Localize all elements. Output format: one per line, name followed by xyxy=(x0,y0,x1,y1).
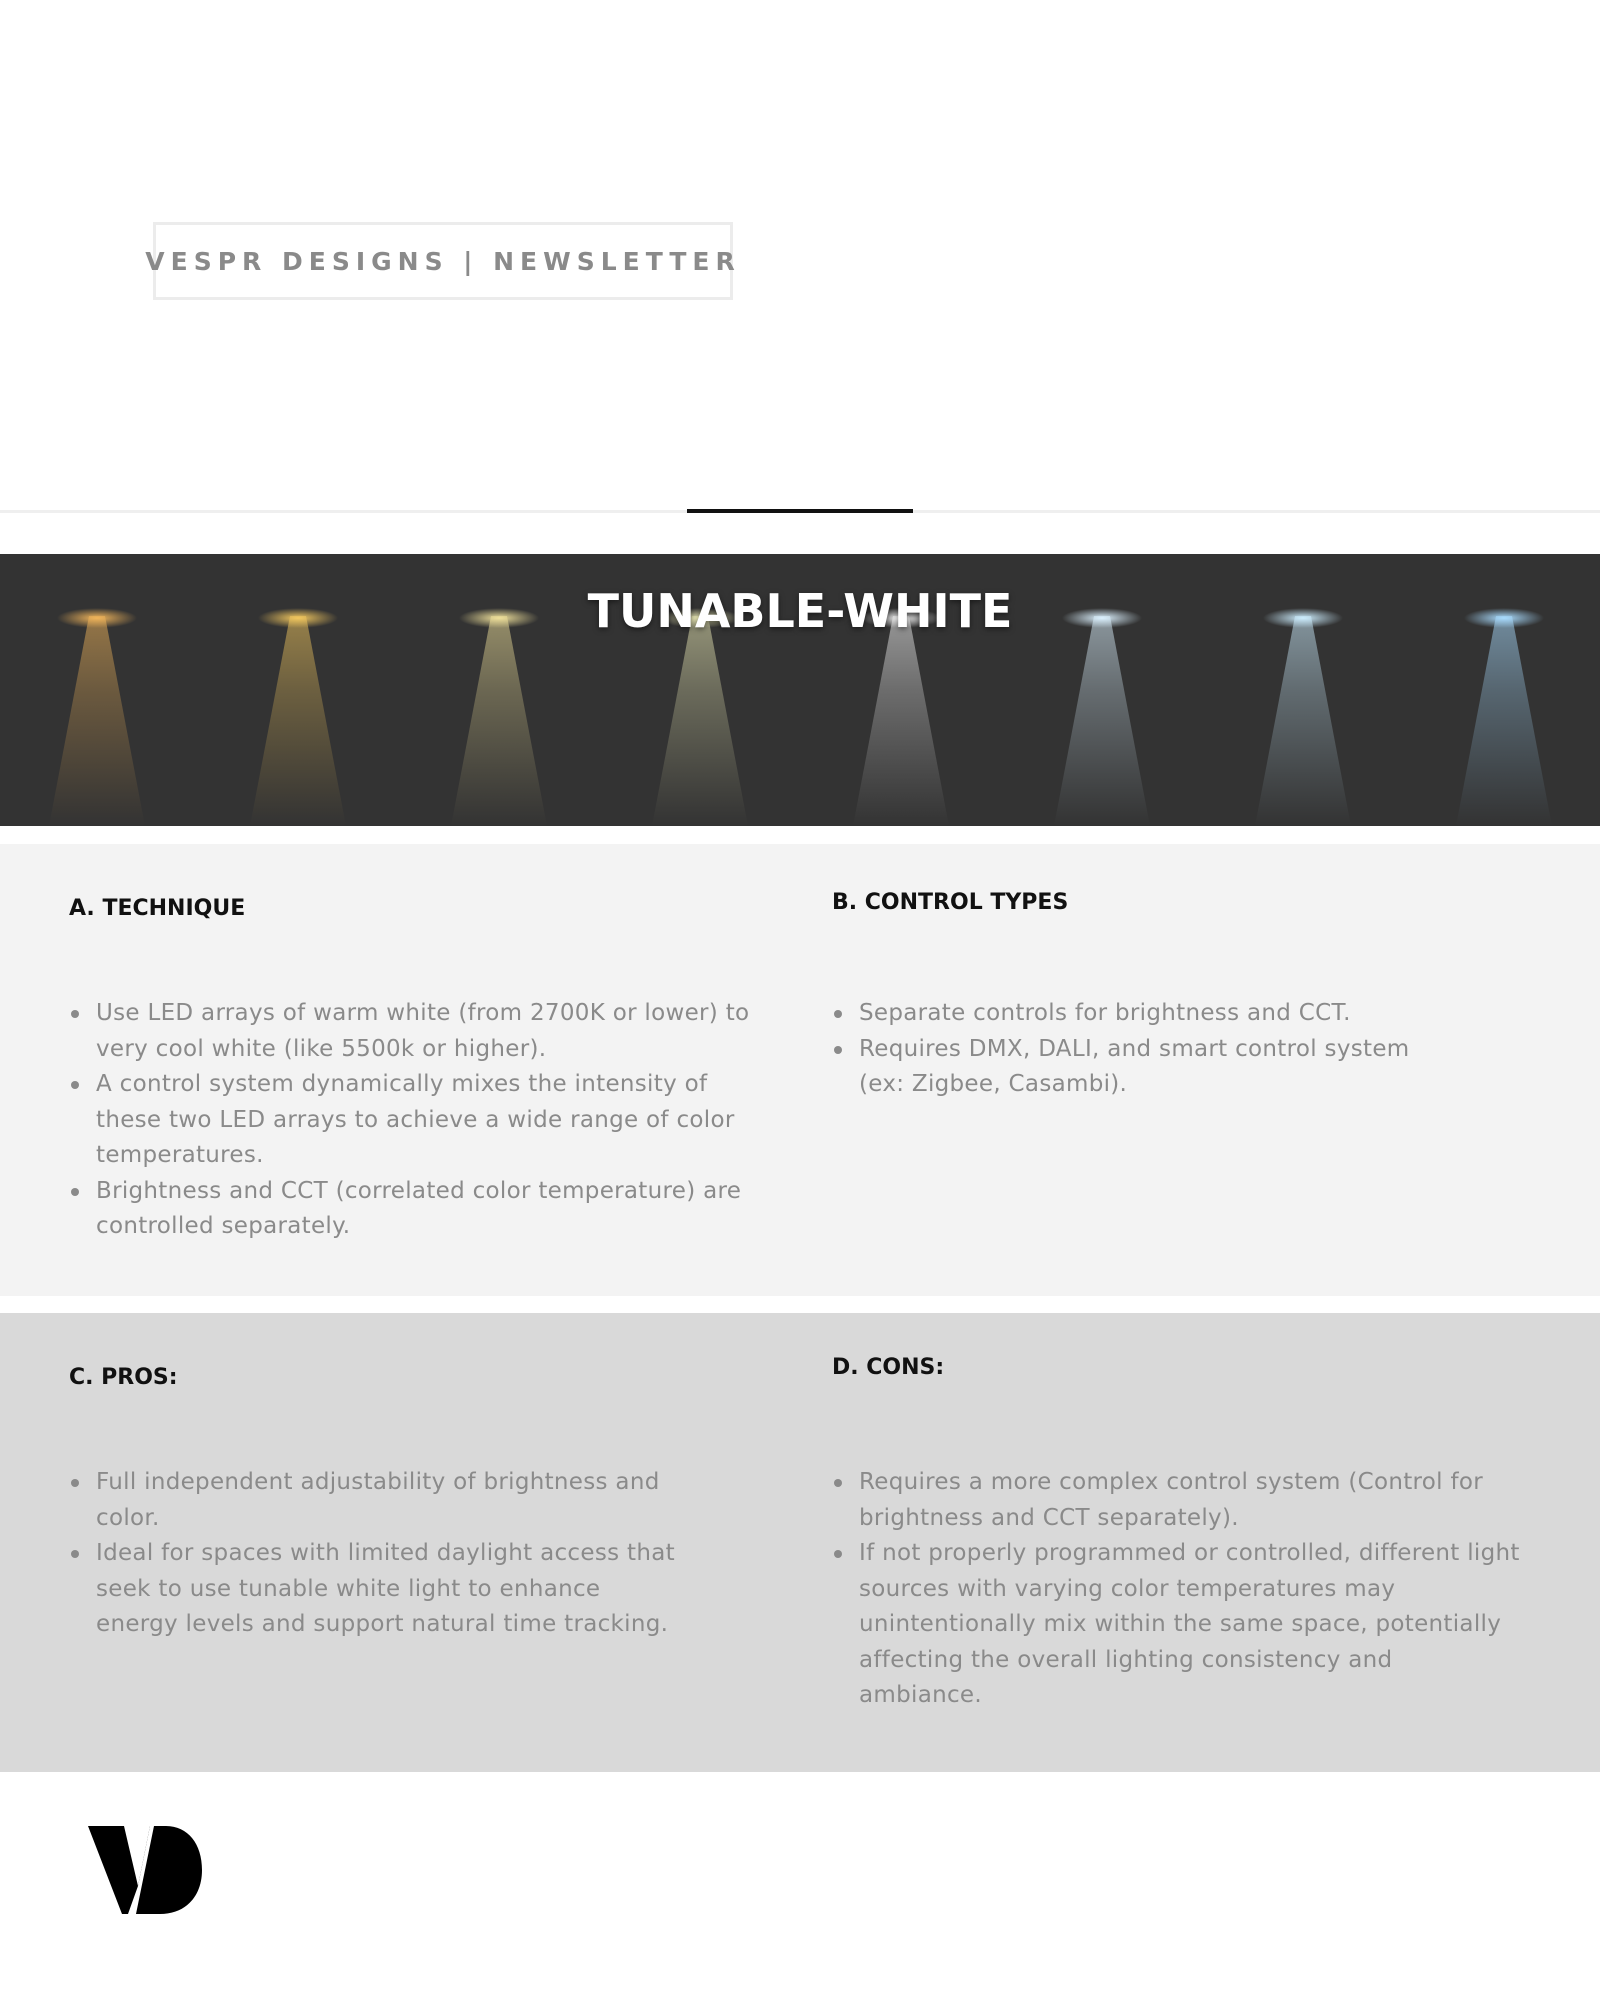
light-beam xyxy=(451,616,547,826)
technique-heading: A. TECHNIQUE xyxy=(69,896,246,921)
light-beam xyxy=(1054,616,1150,826)
list-item xyxy=(832,1465,1522,1536)
technique-control-section xyxy=(0,844,1600,1296)
pros-list xyxy=(69,1465,689,1643)
bullet-icon xyxy=(71,1010,79,1018)
hero-title: TUNABLE-WHITE xyxy=(587,584,1013,638)
light-beam xyxy=(49,616,145,826)
light-beam xyxy=(1456,616,1552,826)
list-item xyxy=(832,1536,1522,1714)
list-item-text: If not properly programmed or controlled, different light sources with varying color temperatures may unintentionally mix within the same space, potentially affecting the overall lighting consistency and ambiance. xyxy=(859,1540,1520,1708)
pros-cons-section xyxy=(0,1313,1600,1772)
list-item xyxy=(69,1465,689,1536)
control-types-list xyxy=(832,996,1432,1103)
list-item-text: Requires a more complex control system (Control for brightness and CCT separately). xyxy=(859,1469,1483,1531)
list-item xyxy=(832,1032,1432,1103)
brand-header-box xyxy=(145,222,741,300)
bullet-icon xyxy=(71,1550,79,1558)
list-item xyxy=(69,1067,759,1174)
pros-heading: C. PROS: xyxy=(69,1365,178,1390)
bullet-icon xyxy=(71,1479,79,1487)
light-beam xyxy=(250,616,346,826)
bullet-icon xyxy=(71,1188,79,1196)
list-item-text: A control system dynamically mixes the intensity of these two LED arrays to achieve a wide range of color temperatures. xyxy=(96,1071,735,1168)
light-beam xyxy=(1255,616,1351,826)
list-item-text: Requires DMX, DALI, and smart control system (ex: Zigbee, Casambi). xyxy=(859,1035,1410,1097)
list-item-text: Brightness and CCT (correlated color temperature) are controlled separately. xyxy=(96,1177,742,1239)
control-types-heading: B. CONTROL TYPES xyxy=(832,890,1069,915)
list-item xyxy=(69,996,759,1067)
bullet-icon xyxy=(834,1046,842,1054)
bullet-icon xyxy=(834,1479,842,1487)
cons-list xyxy=(832,1465,1522,1714)
light-beam xyxy=(853,616,949,826)
bullet-icon xyxy=(834,1550,842,1558)
header-divider-accent xyxy=(687,509,913,513)
list-item xyxy=(69,1536,689,1643)
cons-heading: D. CONS: xyxy=(832,1355,945,1380)
brand-title: VESPR DESIGNS | NEWSLETTER xyxy=(145,246,741,276)
bullet-icon xyxy=(71,1081,79,1089)
list-item-text: Ideal for spaces with limited daylight access that seek to use tunable white light to enhance energy levels and support natural time tracking. xyxy=(96,1540,675,1637)
list-item xyxy=(832,996,1432,1032)
list-item-text: Separate controls for brightness and CCT. xyxy=(859,1000,1351,1026)
list-item-text: Use LED arrays of warm white (from 2700K or lower) to very cool white (like 5500k or higher). xyxy=(96,1000,750,1062)
hero-banner xyxy=(0,554,1600,826)
list-item-text: Full independent adjustability of brightness and color. xyxy=(96,1469,660,1531)
bullet-icon xyxy=(834,1010,842,1018)
vespr-logo-icon xyxy=(88,1826,202,1914)
list-item xyxy=(69,1174,759,1245)
light-beam xyxy=(652,616,748,826)
technique-list xyxy=(69,996,759,1245)
